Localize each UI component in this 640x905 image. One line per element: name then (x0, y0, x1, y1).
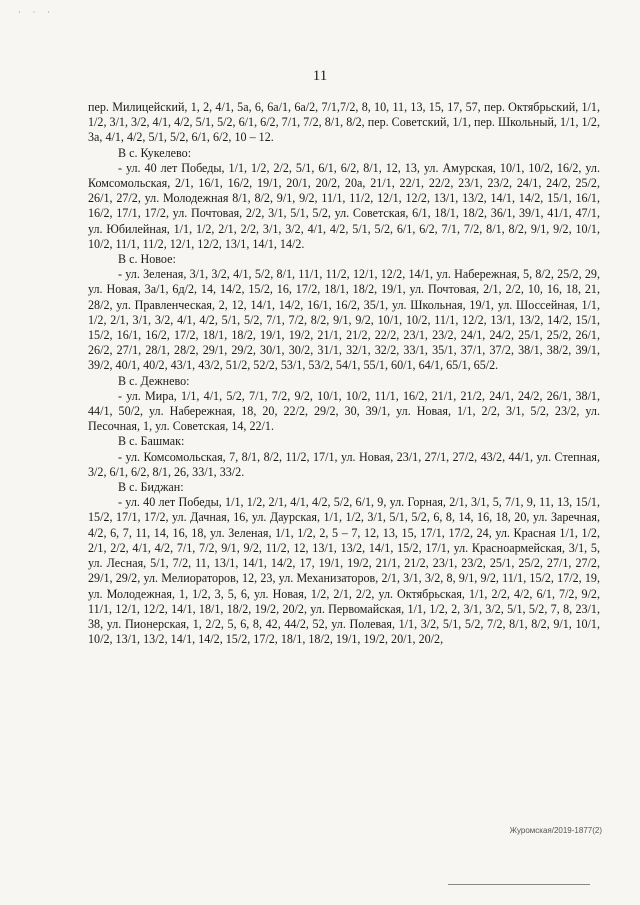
paragraph-bidzhan: - ул. 40 лет Победы, 1/1, 1/2, 2/1, 4/1, 4/2, 5/2, 6/1, 9, ул. Горная, 2/1, 3/1, 5, 7/1, 9, 11, 13, 15/1, 15/2, 17/1, 17/2, ул. Дачная, 16, ул. Даурская, 1/1, 1/2, 3/1, 5/1, 5/2, 6, 8, 14, 16, 18, 20, ул. Заречная, 4/2, 6, 7, 11, 14, 16, 18, ул. Зеленая, 1/1, 1/2, 2, 5 – 7, 12, 13, 15, 17/1, 17/2, 24, ул. Красная 1/1, 1/2, 2/1, 2/2, 4/1, 4/2, 7/1, 7/2, 9/1, 9/2, 11/2, 12, 13/1, 13/2, 14/1, 15/2, 17/1, ул. Красноармейская, 3/1, 5, ул. Лесная, 5/1, 7/2, 11, 13/1, 14/1, 14/2, 17, 19/1, 19/2, 21/1, 21/2, 23/1, 23/2, 25/1, 25/2, 27/1, 27/2, 29/1, 29/2, ул. Мелиораторов, 12, 23, ул. Механизаторов, 2/1, 3/1, 3/2, 8, 9/1, 9/2, 11/1, 15/2, 17/2, 19, ул. Молодежная, 1, 1/2, 3, 5, 6, ул. Новая, 1/2, 2/1, 2/2, ул. Октябрьская, 1/1, 2/2, 4/2, 6/1, 7/2, 9/2, 11/1, 12/1, 12/2, 14/1, 18/1, 18/2, 19/2, 20/2, ул. Первомайская, 1/1, 1/2, 2, 3/1, 3/2, 5/1, 5/2, 7, 8, 23/1, 38, ул. Пионерская, 1, 2/2, 5, 6, 8, 42, 44/2, 52, ул. Полевая, 1/1, 3/2, 5/1, 5/2, 7/2, 8/1, 8/2, 9/1, 10/1, 10/2, 13/1, 13/2, 14/1, 14/2, 15/2, 17/2, 18/1, 18/2, 19/1, 19/2, 20/1, 20/2, (88, 495, 600, 647)
footer-stamp: Журомская/2019-1877(2) (509, 826, 602, 835)
heading-kukelevo: В с. Кукелево: (118, 145, 192, 160)
page-number: 11 (312, 68, 328, 84)
footer-rule (448, 884, 590, 885)
heading-bashmak: В с. Башмак: (118, 434, 185, 449)
paragraph-intro-lanes: пер. Милицейский, 1, 2, 4/1, 5а, 6, 6а/1, 6а/2, 7/1,7/2, 8, 10, 11, 13, 15, 17, 57, пер. Октябрьский, 1/1, 1/2, 3/1, 3/2, 4/1, 4/2, 5/1, 5/2, 6/1, 6/2, 7/1, 7/2, 8/1, 8/2, пер. Советский, 1/1, пер. Школьный, 1/1, 1/2, 3а, 4/1, 4/2, 5/1, 5/2, 6/1, 6/2, 10 – 12. (88, 100, 600, 145)
paragraph-dezhnevo: - ул. Мира, 1/1, 4/1, 5/2, 7/1, 7/2, 9/2, 10/1, 10/2, 11/1, 16/2, 21/1, 21/2, 24/1, 24/2, 26/1, 38/1, 44/1, 50/2, ул. Набережная, 18, 20, 22/2, 29/2, 30, 39/1, ул. Новая, 1/1, 2/2, 3/1, 5/2, 23/2, ул. Песочная, 1, ул. Советская, 14, 22/1. (88, 388, 600, 434)
scan-specks: · · · (18, 8, 55, 17)
heading-bidzhan: В с. Биджан: (118, 480, 184, 495)
document-body (88, 100, 600, 647)
paragraph-bashmak: - ул. Комсомольская, 7, 8/1, 8/2, 11/2, 17/1, ул. Новая, 23/1, 27/1, 27/2, 43/2, 44/1, ул. Степная, 3/2, 6/1, 6/2, 8/1, 26, 33/1, 33/2. (88, 449, 600, 479)
paragraph-novoe: - ул. Зеленая, 3/1, 3/2, 4/1, 5/2, 8/1, 11/1, 11/2, 12/1, 12/2, 14/1, ул. Набережная, 5, 8/2, 25/2, 29, ул. Новая, 3а/1, 6д/2, 14, 14/2, 15/2, 16, 17/2, 18/1, 18/2, 19/1, ул. Почтовая, 2/1, 2/2, 10, 16, 18, 21, 28/2, ул. Правленческая, 2, 12, 14/1, 14/2, 16/1, 16/2, 35/1, ул. Школьная, 19/1, ул. Шоссейная, 1/1, 1/2, 2/1, 3/1, 3/2, 4/1, 4/2, 5/1, 5/2, 7/1, 7/2, 8/2, 9/1, 9/2, 10/1, 10/2, 11/1, 12/2, 13/1, 13/2, 14/2, 15/1, 15/2, 16/1, 16/2, 17/2, 18/1, 18/2, 19/1, 19/2, 21/1, 21/2, 22/2, 23/1, 23/2, 24/1, 24/2, 25/1, 25/2, 26/1, 26/2, 27/1, 28/1, 28/2, 29/1, 29/2, 30/1, 30/2, 31/1, 32/1, 32/2, 33/1, 35/1, 37/1, 37/2, 38/1, 38/2, 39/1, 39/2, 40/1, 40/2, 43/1, 43/2, 51/2, 52/2, 53/1, 53/2, 54/1, 55/1, 60/1, 64/1, 65/1, 65/2. (88, 267, 600, 373)
heading-novoe: В с. Новое: (118, 252, 176, 267)
paragraph-kukelevo: - ул. 40 лет Победы, 1/1, 1/2, 2/2, 5/1, 6/1, 6/2, 8/1, 12, 13, ул. Амурская, 10/1, 10/2, 16/2, ул. Комсомольская, 2/1, 16/1, 16/2, 19/1, 20/1, 20/2, 20а, 21/1, 22/1, 22/2, 23/1, 23/2, 24/1, 24/2, 25/2, 26/1, 27/2, ул. Молодежная 8/1, 8/2, 9/1, 9/2, 11/1, 11/2, 12/1, 12/2, 13/1, 13/2, 14/1, 14/2, 15/1, 16/1, 16/2, 17/1, 17/2, ул. Почтовая, 2/2, 3/1, 5/1, 5/2, ул. Советская, 6/1, 18/1, 18/2, 36/1, 39/1, 41/1, 47/1, ул. Юбилейная, 1/1, 1/2, 2/1, 2/2, 3/1, 3/2, 4/1, 4/2, 5/1, 5/2, 6/1, 6/2, 7/1, 7/2, 8/1, 8/2, 9/1, 9/2, 10/1, 10/2, 11/1, 11/2, 12/1, 12/2, 13/1, 14/1, 14/2. (88, 160, 600, 251)
heading-dezhnevo: В с. Дежнево: (118, 373, 190, 388)
